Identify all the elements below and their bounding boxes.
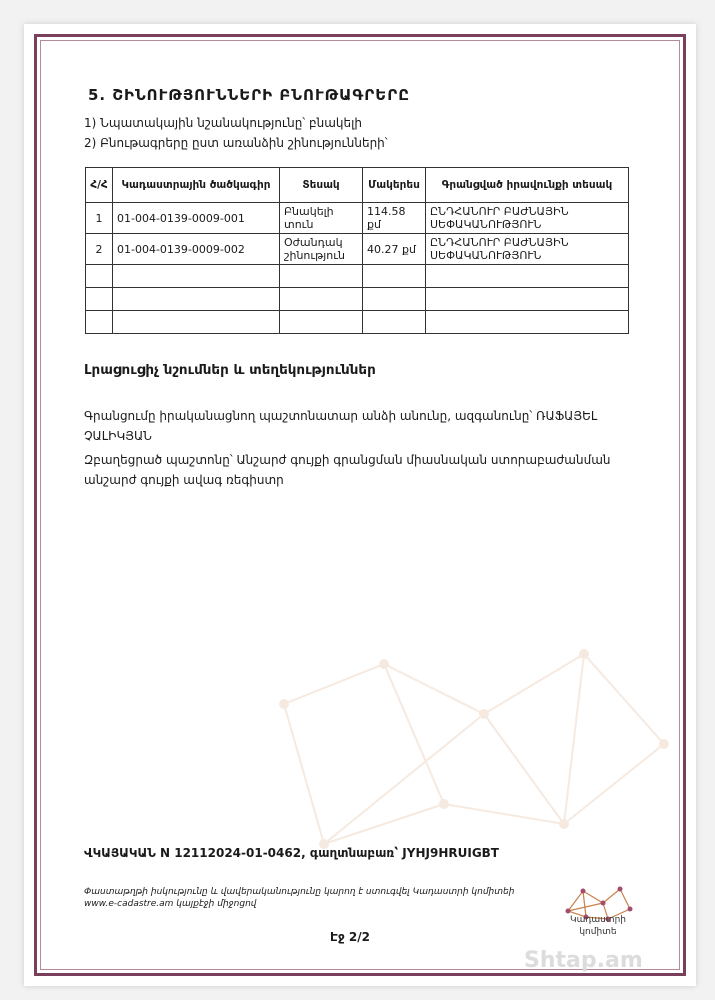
buildings-table — [85, 167, 629, 334]
table-header-row — [86, 168, 629, 203]
table-row — [86, 234, 629, 265]
characteristics-line: 2) Բնութագրերը ըստ առանձին շինությունների՝ — [84, 136, 388, 150]
logo-caption: Կադաստրի կոմիտե — [570, 915, 626, 937]
section-title: 5. ՇԻՆՈՒԹՅՈՒՆՆԵՐԻ ԲՆՈՒԹԱԳՐԵՐԸ — [88, 86, 410, 104]
verification-note: Փաստաթղթի իսկությունը և վավերականությունը կարող է ստուգվել Կադաստրի կոմիտեի www.e-cadastre.am կայքէջի միջոցով — [84, 887, 515, 909]
cell-type: Բնակելի տուն — [280, 203, 363, 234]
header-area: Մակերես — [363, 168, 426, 203]
cell-right-type: ԸՆԴՀԱՆՈՒՐ ԲԱԺՆԱՅԻՆ ՍԵՓԱԿԱՆՈՒԹՅՈՒՆ — [426, 203, 629, 234]
certificate-id: ՎԿԱՅԱԿԱՆ N 12112024-01-0462, գաղտնաբառ՝ JYHJ9HRUIGBT — [84, 846, 499, 860]
purpose-line: 1) Նպատակային նշանակությունը՝ բնակելի — [84, 116, 362, 130]
site-watermark: Shtap.am — [524, 948, 643, 973]
cell-cadastral-code: 01-004-0139-0009-001 — [113, 203, 280, 234]
header-number: Հ/Հ — [86, 168, 113, 203]
cell-number: 1 — [86, 203, 113, 234]
empty-row — [86, 265, 629, 288]
registrar-name: Գրանցումը իրականացնող պաշտոնատար անձի անունը, ազգանունը՝ ՌԱՖԱՅԵԼ ՉԱԼԻԿՅԱՆ — [84, 409, 598, 443]
registrar-position: Զբաղեցրած պաշտոնը՝ Անշարժ գույքի գրանցման միասնական ստորաբաժանման անշարժ գույքի ավագ ռեգիստր — [84, 453, 611, 487]
document-page — [24, 24, 696, 986]
cell-number: 2 — [86, 234, 113, 265]
network-watermark — [264, 624, 684, 884]
empty-row — [86, 288, 629, 311]
cell-right-type: ԸՆԴՀԱՆՈՒՐ ԲԱԺՆԱՅԻՆ ՍԵՓԱԿԱՆՈՒԹՅՈՒՆ — [426, 234, 629, 265]
cell-area: 114.58 քմ — [363, 203, 426, 234]
table-row — [86, 203, 629, 234]
additional-notes-title: Լրացուցիչ նշումներ և տեղեկություններ — [84, 362, 376, 378]
header-type: Տեսակ — [280, 168, 363, 203]
header-right-type: Գրանցված իրավունքի տեսակ — [426, 168, 629, 203]
empty-row — [86, 311, 629, 334]
cell-area: 40.27 քմ — [363, 234, 426, 265]
header-cadastral-code: Կադաստրային ծածկագիր — [113, 168, 280, 203]
cell-type: Օժանդակ շինություն — [280, 234, 363, 265]
page-number: Էջ 2/2 — [330, 930, 370, 944]
cell-cadastral-code: 01-004-0139-0009-002 — [113, 234, 280, 265]
